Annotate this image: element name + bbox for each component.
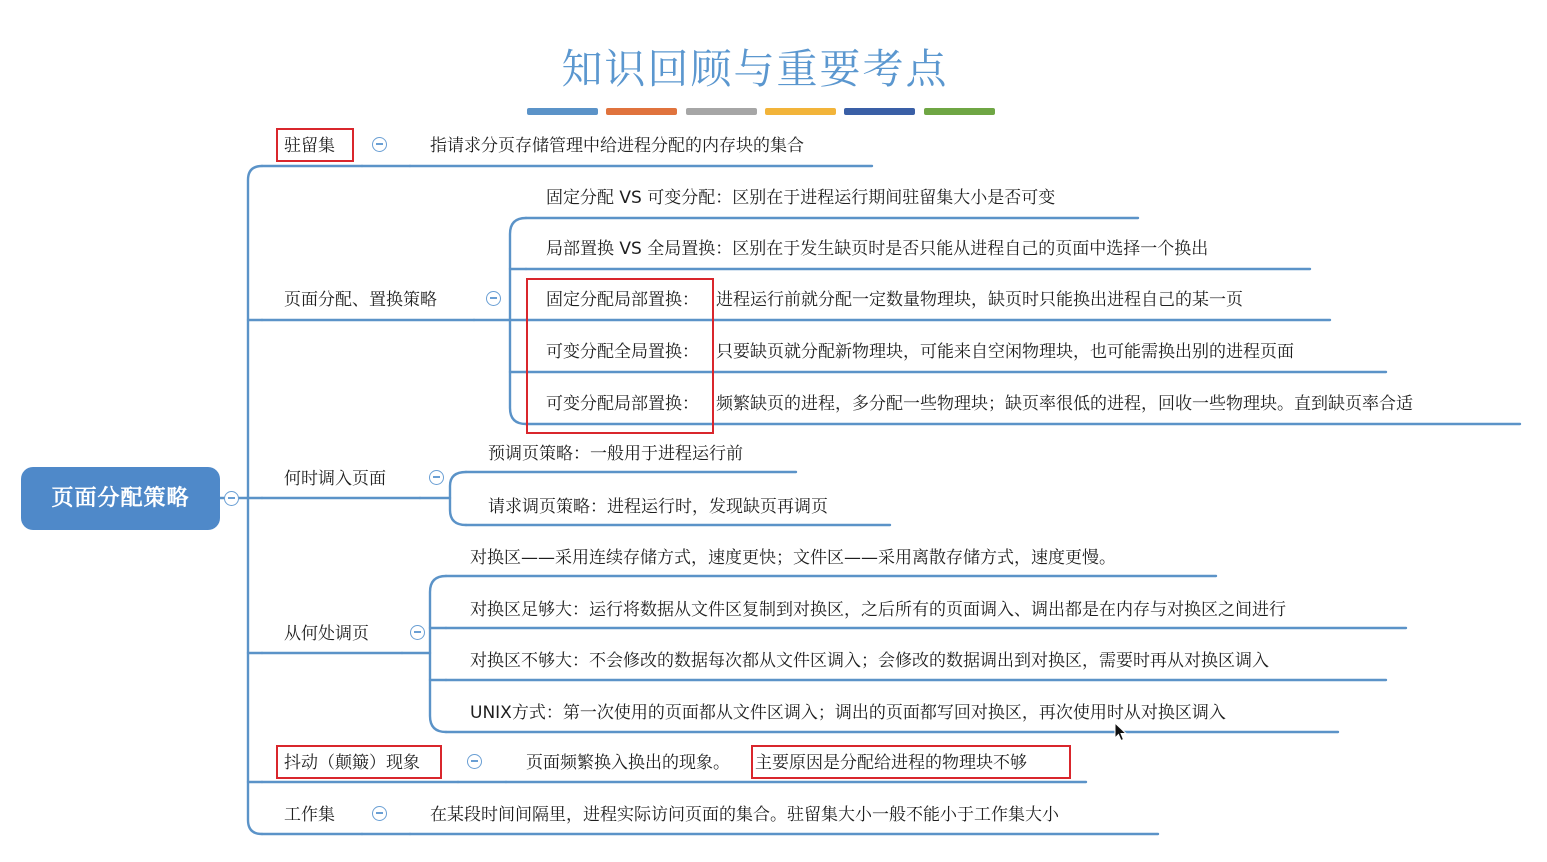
branch-where-load[interactable]: 从何处调页 [284, 624, 369, 644]
replacement-local-vs-global[interactable]: 局部置换 VS 全局置换：区别在于发生缺页时是否只能从进程自己的页面中选择一个换出 [546, 239, 1209, 259]
collapse-root-icon[interactable] [224, 491, 239, 506]
collapse-when-load-icon[interactable] [429, 470, 444, 485]
fixed-local-desc[interactable]: 进程运行前就分配一定数量物理块，缺页时只能换出进程自己的某一页 [716, 290, 1243, 310]
swap-area-not-enough[interactable]: 对换区不够大：不会修改的数据每次都从文件区调入；会修改的数据调出到对换区，需要时再从对换区调入 [470, 651, 1269, 671]
thrashing-definition[interactable]: 页面频繁换入换出的现象。 [526, 753, 730, 773]
unix-method[interactable]: UNIX方式：第一次使用的页面都从文件区调入；调出的页面都写回对换区，再次使用时从对换区调入 [470, 703, 1226, 723]
branch-allocation-replacement[interactable]: 页面分配、置换策略 [284, 290, 437, 310]
highlight-box-strategies [526, 278, 714, 434]
branch-working-set[interactable]: 工作集 [284, 805, 335, 825]
prepaging-strategy[interactable]: 预调页策略：一般用于进程运行前 [488, 444, 743, 464]
highlight-box-resident-set [276, 128, 354, 162]
fixed-local-term[interactable]: 固定分配局部置换： [546, 290, 699, 310]
branch-thrashing[interactable]: 抖动（颠簸）现象 [284, 753, 420, 773]
collapse-working-set-icon[interactable] [372, 806, 387, 821]
swap-vs-file-area[interactable]: 对换区——采用连续存储方式，速度更快；文件区——采用离散存储方式，速度更慢。 [470, 548, 1116, 568]
collapse-thrashing-icon[interactable] [467, 754, 482, 769]
variable-global-term[interactable]: 可变分配全局置换： [546, 342, 699, 362]
variable-local-desc[interactable]: 频繁缺页的进程，多分配一些物理块；缺页率很低的进程，回收一些物理块。直到缺页率合适 [716, 394, 1413, 414]
branch-resident-set[interactable]: 驻留集 [284, 136, 335, 156]
allocation-fixed-vs-variable[interactable]: 固定分配 VS 可变分配：区别在于进程运行期间驻留集大小是否可变 [546, 188, 1056, 208]
resident-set-definition[interactable]: 指请求分页存储管理中给进程分配的内存块的集合 [430, 136, 804, 156]
page-title: 知识回顾与重要考点 [561, 45, 949, 93]
highlight-box-thrashing-cause [751, 745, 1071, 779]
variable-global-desc[interactable]: 只要缺页就分配新物理块，可能来自空闲物理块，也可能需换出别的进程页面 [716, 342, 1294, 362]
mouse-cursor-icon [1114, 722, 1128, 742]
swap-area-enough[interactable]: 对换区足够大：运行将数据从文件区复制到对换区，之后所有的页面调入、调出都是在内存与对换区之间进行 [470, 600, 1286, 620]
demand-paging-strategy[interactable]: 请求调页策略：进程运行时，发现缺页再调页 [488, 497, 828, 517]
root-node[interactable]: 页面分配策略 [21, 467, 220, 530]
thrashing-cause[interactable]: 主要原因是分配给进程的物理块不够 [755, 753, 1027, 773]
highlight-box-thrashing [276, 745, 442, 779]
branch-when-load[interactable]: 何时调入页面 [284, 469, 386, 489]
collapse-resident-set-icon[interactable] [372, 137, 387, 152]
working-set-definition[interactable]: 在某段时间间隔里，进程实际访问页面的集合。驻留集大小一般不能小于工作集大小 [430, 805, 1059, 825]
variable-local-term[interactable]: 可变分配局部置换： [546, 394, 699, 414]
collapse-allocation-replacement-icon[interactable] [486, 291, 501, 306]
collapse-where-load-icon[interactable] [410, 625, 425, 640]
